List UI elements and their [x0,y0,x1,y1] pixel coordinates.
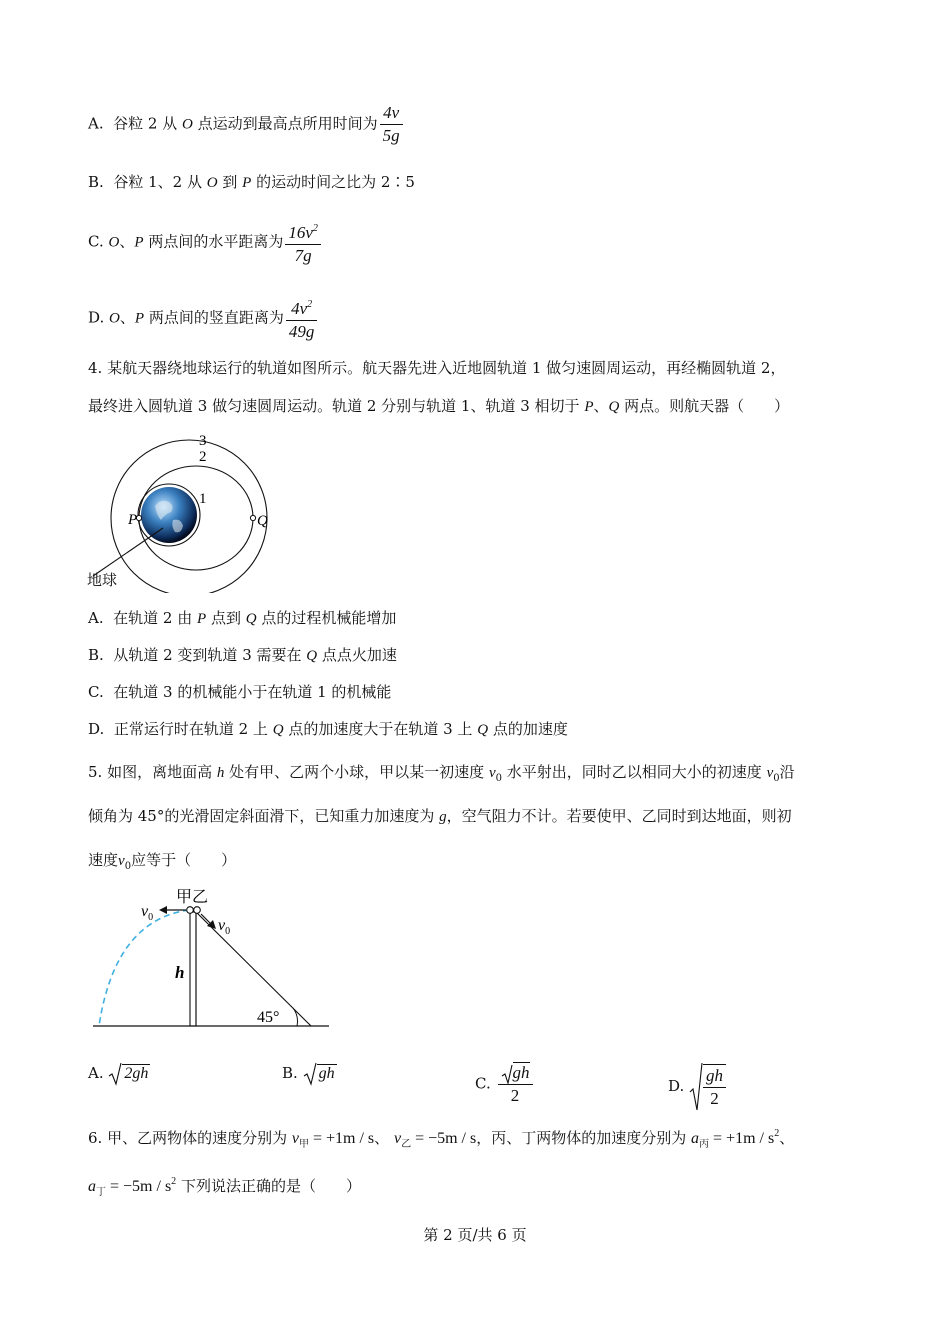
label-p: P [128,512,138,528]
q5-option-d: D. $\frac{gh}{2}$ [668,1062,728,1112]
q4-option-b: B. 从轨道 2 变到轨道 3 需要在 Q 点点火加速 [88,646,397,664]
earth [141,487,197,543]
pillar [190,912,196,1026]
q4-option-d: D. 正常运行时在轨道 2 上 Q 点的加速度大于在轨道 3 上 Q 点的加速度 [88,720,568,738]
q4-option-a: A. 在轨道 2 由 P 点到 Q 点的过程机械能增加 [88,609,397,627]
earth-label: 地球 [87,571,118,589]
label-jia-yi: 甲乙 [176,889,209,906]
q6-stem-line2: $a_丁 = -5m / s^2$ 下列说法正确的是（ ） [88,1176,361,1198]
label-angle: 45° [257,1009,280,1026]
q6-stem-line1: 6. 甲、乙两物体的速度分别为 $v_甲 = +1m / s$、 $v_乙 = -5m / s$，丙、丁两物体的加速度分别为 $a_丙 = +1m / s^2$、 [88,1128,795,1150]
q3-option-d: D. O、P 两点间的竖直距离为 $\frac{4v^2}{49g}$ [88,294,319,343]
q3-option-c: C. O、P 两点间的水平距离为 $\frac{16v^2}{7g}$ [88,218,323,267]
q3-option-b: B. 谷粒 1、2 从 O 到 P 的运动时间之比为 2∶5 [88,173,415,191]
q4-stem-line1: 4. 某航天器绕地球运行的轨道如图所示。航天器先进入近地圆轨道 1 做匀速圆周运动，再经椭圆轨道 2， [88,359,786,377]
q5-option-c: C. $\frac{gh}{2}$ [475,1062,535,1107]
q5-option-a: A. 2gh [88,1062,150,1086]
angle-arc [293,1008,298,1026]
arrow-left-head [159,906,167,914]
q5-stem-line2: 倾角为 45°的光滑固定斜面滑下，已知重力加速度为 g，空气阻力不计。若要使甲、乙同时到达地面，则初 [88,807,792,825]
point-q [250,515,255,520]
fraction-4v2-49g: $\frac{4v^2}{49g}$ [286,294,318,343]
orbit-label-1: 1 [199,491,207,507]
q5-option-b: B. gh [282,1062,337,1086]
label-q: Q [257,513,268,529]
q4-option-c: C. 在轨道 3 的机械能小于在轨道 1 的机械能 [88,683,392,701]
fraction-4v-5g: $\frac{4v}{5g}$ [380,102,403,147]
ball-yi [194,907,201,914]
point-p [136,515,141,520]
q3-option-a: A. 谷粒 2 从 O 点运动到最高点所用时间为 $\frac{4v}{5g}$ [88,102,405,147]
label-h: h [175,963,185,982]
ball-jia [187,907,194,914]
q5-stem-line3: 速度$v_0$应等于（ ） [88,851,237,872]
sqrt-symbol [108,1062,122,1086]
sqrt-symbol [501,1064,513,1084]
orbit-label-3: 3 [199,433,207,449]
q4-stem-line2: 最终进入圆轨道 3 做匀速圆周运动。轨道 2 分别与轨道 1、轨道 3 相切于 P、Q 两点。则航天器（ ） [88,397,790,415]
fraction-16v2-7g: $\frac{16v^2}{7g}$ [285,218,321,267]
label-v0-left: $v_0$ [141,903,154,923]
q5-stem-line1: 5. 如图，离地面高 h 处有甲、乙两个小球，甲以某一初速度 $v_0$ 水平射出，同时乙以相同大小的初速度 $v_0$沿 [88,763,795,784]
sqrt-symbol [689,1062,703,1112]
label-v0-right: $v_0$ [218,917,231,937]
orbit-label-2: 2 [199,449,207,465]
projectile-diagram [85,880,335,1035]
orbit-diagram [85,428,285,593]
sqrt-symbol [303,1062,317,1086]
page-footer: 第 2 页/共 6 页 [423,1226,527,1244]
